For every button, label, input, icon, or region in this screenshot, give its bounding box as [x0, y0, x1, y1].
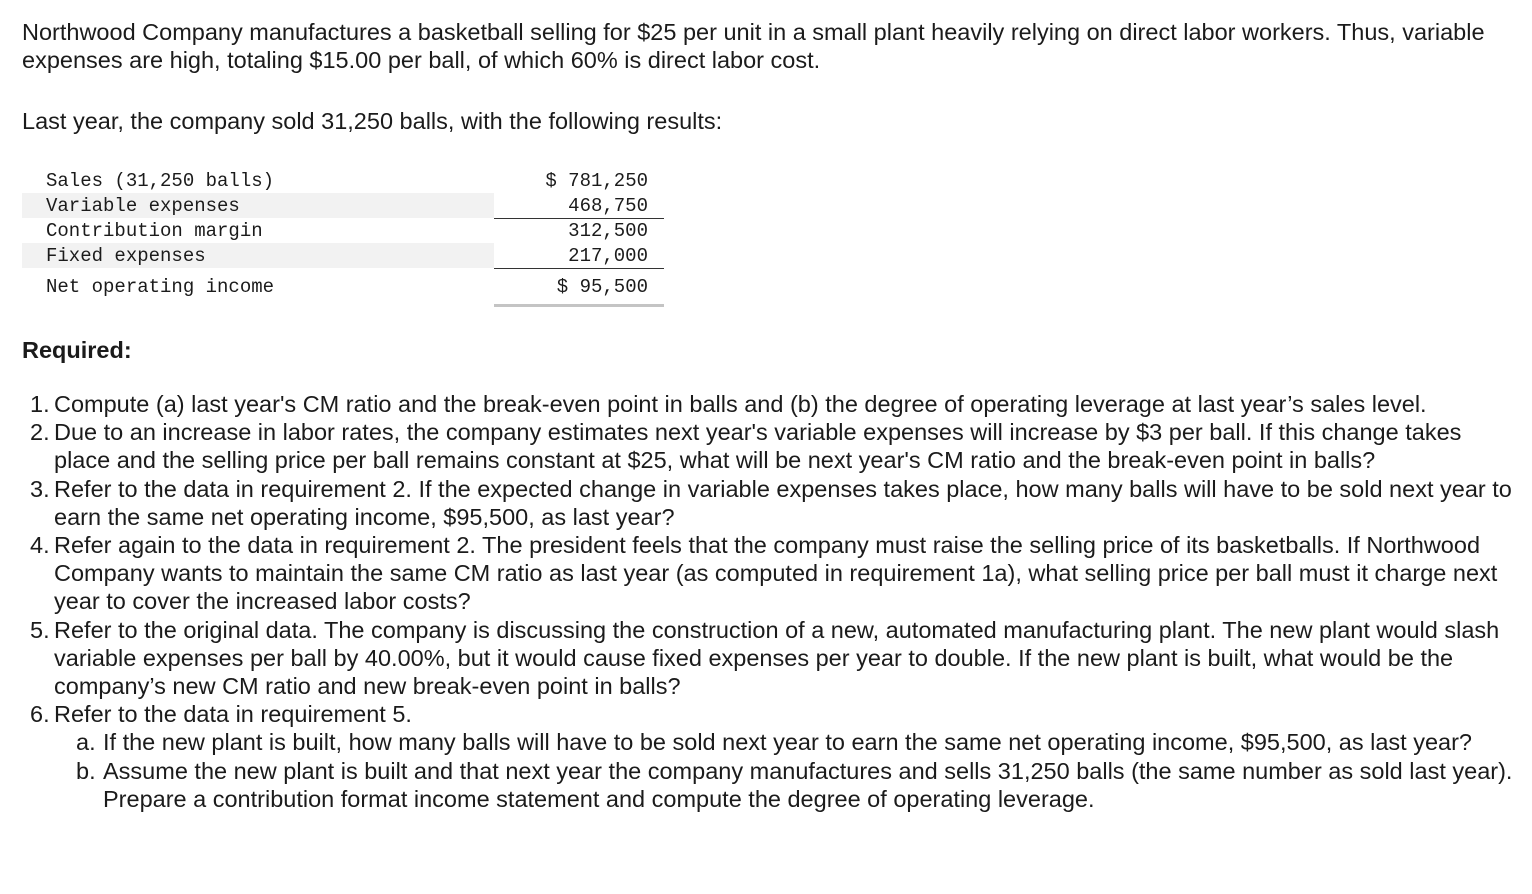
statement-value: 217,000: [568, 245, 648, 267]
requirement-text: Refer to the original data. The company is discussing the construction of a new, automated manufacturing plant. The new plant would slash variable expenses per ball by 40.00%, but it would cause fixed expenses per year to double. If the new plant is built, what would be the company’s new CM ratio and new break-even point in balls?: [54, 616, 1500, 700]
statement-row-variable-expenses: [22, 193, 664, 218]
requirement-text: Refer to the data in requirement 5.: [54, 701, 412, 728]
requirements-list: [30, 390, 1524, 813]
statement-row-sales: [22, 168, 664, 193]
income-statement-table: [22, 168, 664, 300]
requirement-number: 5.: [30, 616, 50, 643]
sub-requirements-list: [54, 728, 1524, 813]
sub-requirement-letter: a.: [76, 729, 96, 756]
statement-label: Contribution margin: [46, 220, 263, 242]
requirement-number: 6.: [30, 701, 50, 728]
statement-value: $ 95,500: [556, 276, 648, 298]
requirement-number: 3.: [30, 475, 50, 502]
sub-requirement-item: [76, 728, 1524, 756]
sub-requirement-letter: b.: [76, 757, 96, 784]
requirement-item: [30, 390, 1524, 418]
sub-requirement-item: [76, 757, 1524, 813]
statement-label: Sales (31,250 balls): [46, 170, 275, 192]
requirement-item: [30, 616, 1524, 701]
statement-value: $ 781,250: [545, 170, 648, 192]
requirement-number: 1.: [30, 391, 50, 417]
requirement-item: [30, 700, 1524, 813]
statement-row-net-operating-income: [22, 268, 664, 300]
requirement-text: Refer to the data in requirement 2. If the expected change in variable expenses takes place, how many balls will have to be sold next year to earn the same net operating income, $95,500, as last year?: [54, 475, 1512, 530]
requirement-number: 2.: [30, 419, 50, 446]
statement-row-fixed-expenses: [22, 243, 664, 268]
requirement-item: [30, 475, 1524, 531]
statement-label: Fixed expenses: [46, 245, 206, 267]
statement-value: 468,750: [568, 195, 648, 217]
requirement-text: Due to an increase in labor rates, the company estimates next year's variable expenses will increase by $3 per ball. If this change takes place and the selling price per ball remains constant at $25, what will be next year's CM ratio and the break-even point in balls?: [54, 419, 1462, 474]
statement-row-contribution-margin: [22, 218, 664, 243]
sub-requirement-text: If the new plant is built, how many balls will have to be sold next year to earn the same net operating income, $95,500, as last year?: [103, 729, 1473, 756]
last-year-paragraph: Last year, the company sold 31,250 balls, with the following results:: [22, 108, 723, 134]
requirement-item: [30, 418, 1524, 474]
requirement-text: Compute (a) last year's CM ratio and the break-even point in balls and (b) the degree of operating leverage at last year’s sales level.: [54, 391, 1427, 417]
statement-label: Variable expenses: [46, 195, 240, 217]
sub-requirement-text: Assume the new plant is built and that next year the company manufactures and sells 31,250 balls (the same number as sold last year). Prepare a contribution format income statement and compute the degree of operating leverage.: [103, 757, 1513, 812]
requirement-text: Refer again to the data in requirement 2. The president feels that the company must raise the selling price of its basketballs. If Northwood Company wants to maintain the same CM ratio as last year (as computed in requirement 1a), what selling price per ball must it charge next year to cover the increased labor costs?: [54, 532, 1498, 615]
statement-value: 312,500: [568, 220, 648, 242]
intro-paragraph: Northwood Company manufactures a basketball selling for $25 per unit in a small plant heavily relying on direct labor workers. Thus, variable expenses are high, totaling $15.00 per ball, of which 60% is direct labor cost.: [22, 19, 1485, 73]
statement-label: Net operating income: [46, 276, 275, 298]
requirement-number: 4.: [30, 532, 50, 559]
required-heading: Required:: [22, 337, 132, 363]
requirement-item: [30, 531, 1524, 616]
